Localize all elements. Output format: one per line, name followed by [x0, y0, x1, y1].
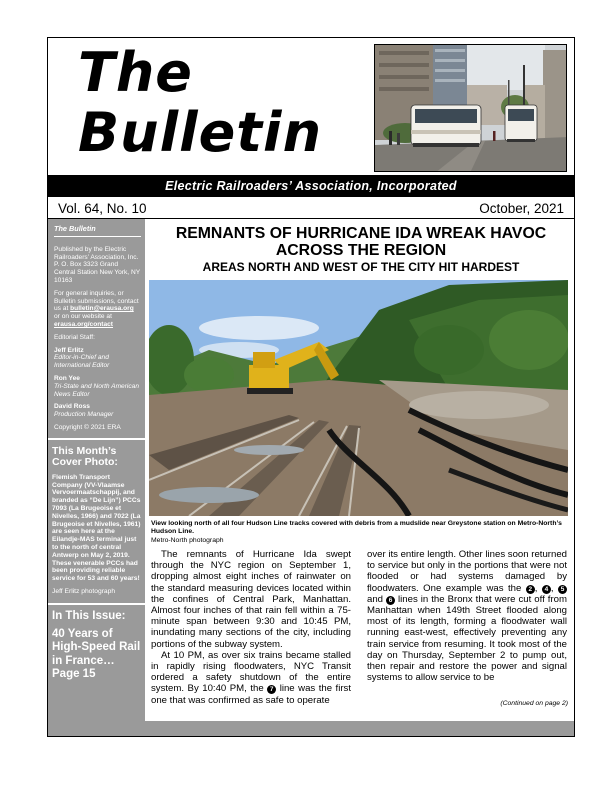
newsletter-page	[47, 37, 575, 737]
subway-line-5-icon: 5	[558, 585, 567, 594]
article-text: line was the first one that was confirmed as safe to operate	[151, 683, 352, 706]
inquiries-or-text: or on our website at	[54, 313, 112, 321]
subway-line-6-icon: 6	[386, 596, 395, 605]
article-subhead: AREAS NORTH AND WEST OF THE CITY HIT HARDEST	[202, 260, 520, 274]
subway-line-7-icon: 7	[267, 685, 276, 694]
subway-line-4-icon: 4	[542, 585, 551, 594]
staff-role: Tri-State and North American News Editor	[54, 382, 140, 398]
staff-name: David Ross	[54, 403, 90, 411]
photo-credit: Metro-North photograph	[151, 537, 224, 544]
article-column-2	[367, 549, 567, 683]
subway-line-2-icon: 2	[526, 585, 535, 594]
article-column-1	[151, 549, 351, 706]
in-this-issue	[48, 603, 145, 682]
masthead	[48, 38, 574, 175]
article-paragraph: over its entire length. Other lines soon returned to service but only in the portions that were not flooded or had systems damaged by floodwaters. One example was the 2 , 4 , 5 and 6 lines in the Bronx that were cut off from Manhattan when 149th Street flooded along most of its length, forming a floodwater wall running east-west, effectively preventing any train service from resuming. It took most of the day on Thursday, September 2 to pump out, then repair and restore the power and signal systems to allow service to be	[367, 549, 567, 684]
in-this-issue-text: 40 Years of High-Speed Rail in France… Page 15	[52, 627, 141, 681]
cover-photo-title: This Month’s Cover Photo:	[52, 444, 118, 469]
article-paragraph: The remnants of Hurricane Ida swept through the NYC region on September 1, dropping almost eight inches of rainwater on the standard measuring devices located within the confines of Central Park, Manhattan. Almost four inches of that rain fell within a 75-minute span between 9:30 and 10:45 PM, inundating many sections of the city, including portions of the subway system.	[151, 549, 351, 650]
footer-bar	[48, 721, 574, 736]
volume-number: Vol. 64, No. 10	[58, 201, 147, 216]
publisher-info: Published by the Electric Railroaders’ Association, Inc. P. O. Box 3323 Grand Central Station New York, NY 10163	[54, 245, 141, 284]
continued-on-page-link[interactable]: (Continued on page 2)	[500, 700, 568, 707]
staff-member	[54, 403, 141, 419]
issue-info-row	[48, 197, 574, 219]
sidebar-heading: The Bulletin	[54, 225, 141, 237]
staff-name: Jeff Erlitz	[54, 346, 84, 354]
cover-photo-credit: Jeff Erlitz photograph	[52, 587, 116, 595]
website-contact-link[interactable]: erausa.org/contact	[54, 320, 113, 328]
photo-caption: View looking north of all four Hudson Line tracks covered with debris from a mudslide near Greystone station on Metro-North’s Hudson Line.	[151, 520, 562, 535]
organization-banner: Electric Railroaders’ Association, Incorporated	[48, 175, 574, 197]
in-this-issue-label: In This Issue:	[52, 609, 126, 622]
main-article	[148, 219, 574, 721]
masthead-title-bulletin: Bulletin	[78, 101, 323, 164]
staff-role: Production Manager	[54, 411, 114, 419]
cover-photo-trams	[374, 44, 567, 172]
staff-role: Editor-in-Chief and International Editor	[54, 354, 110, 370]
inquiries-email-link[interactable]: bulletin@erausa.org	[70, 305, 134, 313]
staff-member	[54, 347, 141, 370]
inquiries-info	[54, 290, 141, 329]
cover-photo-text: Flemish Transport Company (VV-Vlaamse Vervoermaatschappij, and branded as “De Lijn”) PCCs 7093 (La Brugeoise et Nivelles, 1966) and 7022 (La Brugeoise et Nivelles, 1961) are seen here at the Eilandje-MAS terminal just to the north of central Antwerp on May 2, 2019. These venerable PCCs had been providing reliable service for 53 and 60 years!	[52, 473, 141, 583]
staff-member	[54, 375, 141, 398]
article-paragraph	[151, 650, 351, 706]
cover-photo-description	[48, 438, 145, 596]
sidebar	[48, 219, 145, 721]
article-text: over its entire length. Other lines soon returned to service but only in the portions that were not flooded or had systems damaged by floodwaters. One example was the	[367, 549, 567, 594]
masthead-title-the: The	[78, 41, 193, 104]
article-photo-mudslide	[149, 280, 568, 516]
inquiries-text: For general inquiries, or Bulletin submissions, contact us at	[54, 289, 139, 313]
issue-date: October, 2021	[479, 201, 564, 216]
article-text: At 10 PM, as over six trains became stalled in rapidly rising floodwaters, NYC Transit ordered a safety shutdown of the entire system. By 10:40 PM, the	[151, 649, 351, 695]
article-text: and	[367, 593, 384, 605]
copyright: Copyright © 2021 ERA	[54, 423, 121, 431]
article-headline: REMNANTS OF HURRICANE IDA WREAK HAVOC ACROSS THE REGION	[175, 225, 547, 259]
staff-name: Ron Yee	[54, 374, 80, 382]
staff-label: Editorial Staff:	[54, 333, 95, 341]
article-text: lines in the Bronx that were cut off from Manhattan when 149th Street flooded along most of its length, forming a floodwater wall running east-west, effectively preventing any train service from resuming. It took most of the day on Thursday, September 2 to pump out, then repair and restore the power and signal systems to allow service to be	[367, 593, 567, 684]
